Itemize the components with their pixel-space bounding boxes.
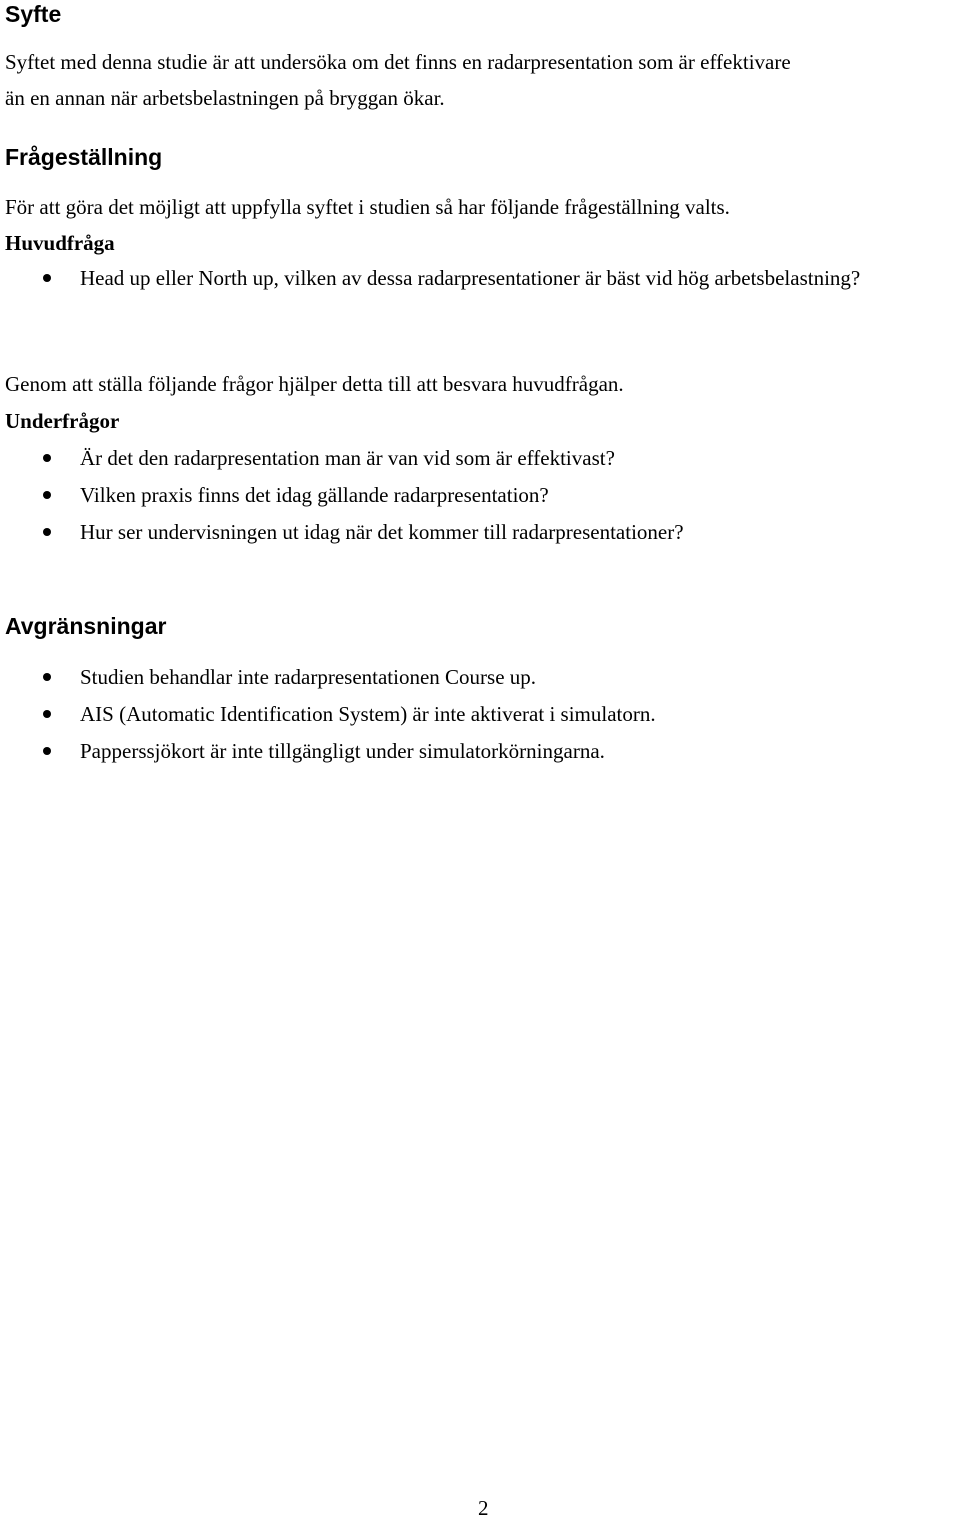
avgransningar-list (5, 659, 656, 770)
bullet-icon (43, 528, 51, 536)
list-item (5, 659, 656, 696)
list-item-text: Papperssjökort är inte tillgängligt under simulatorkörningarna. (80, 739, 605, 763)
list-item-text: Vilken praxis finns det idag gällande radarpresentation? (80, 483, 549, 507)
bullet-icon (43, 274, 51, 282)
bullet-icon (43, 710, 51, 718)
huvudfraga-list (5, 260, 880, 297)
bullet-icon (43, 747, 51, 755)
heading-underfragor: Underfrågor (5, 409, 120, 433)
list-item (5, 440, 684, 477)
list-item-text: Studien behandlar inte radarpresentationen Course up. (80, 665, 537, 689)
page-number: 2 (478, 1496, 489, 1520)
bullet-icon (43, 673, 51, 681)
heading-avgransningar: Avgränsningar (5, 613, 167, 639)
heading-syfte: Syfte (5, 1, 62, 27)
fragestallning-intro: För att göra det möjligt att uppfylla syftet i studien så har följande frågeställning valts. (5, 195, 730, 219)
list-item (5, 477, 684, 514)
syfte-paragraph-line-1: Syftet med denna studie är att undersöka om det finns en radarpresentation som är effektivare (5, 50, 791, 74)
list-item (5, 514, 684, 551)
list-item-text: Head up eller North up, vilken av dessa radarpresentationer är bäst vid hög arbetsbelastning? (80, 266, 861, 290)
list-item (5, 260, 880, 297)
syfte-paragraph-line-2: än en annan när arbetsbelastningen på bryggan ökar. (5, 86, 445, 110)
list-item-text: Är det den radarpresentation man är van vid som är effektivast? (80, 446, 615, 470)
list-item (5, 733, 656, 770)
bullet-icon (43, 454, 51, 462)
list-item-text: AIS (Automatic Identification System) är inte aktiverat i simulatorn. (80, 702, 656, 726)
genom-paragraph: Genom att ställa följande frågor hjälper detta till att besvara huvudfrågan. (5, 372, 624, 396)
list-item (5, 696, 656, 733)
heading-huvudfraga: Huvudfråga (5, 231, 115, 255)
underfragor-list (5, 440, 684, 551)
bullet-icon (43, 491, 51, 499)
heading-fragestallning: Frågeställning (5, 144, 163, 170)
list-item-text: Hur ser undervisningen ut idag när det kommer till radarpresentationer? (80, 520, 684, 544)
